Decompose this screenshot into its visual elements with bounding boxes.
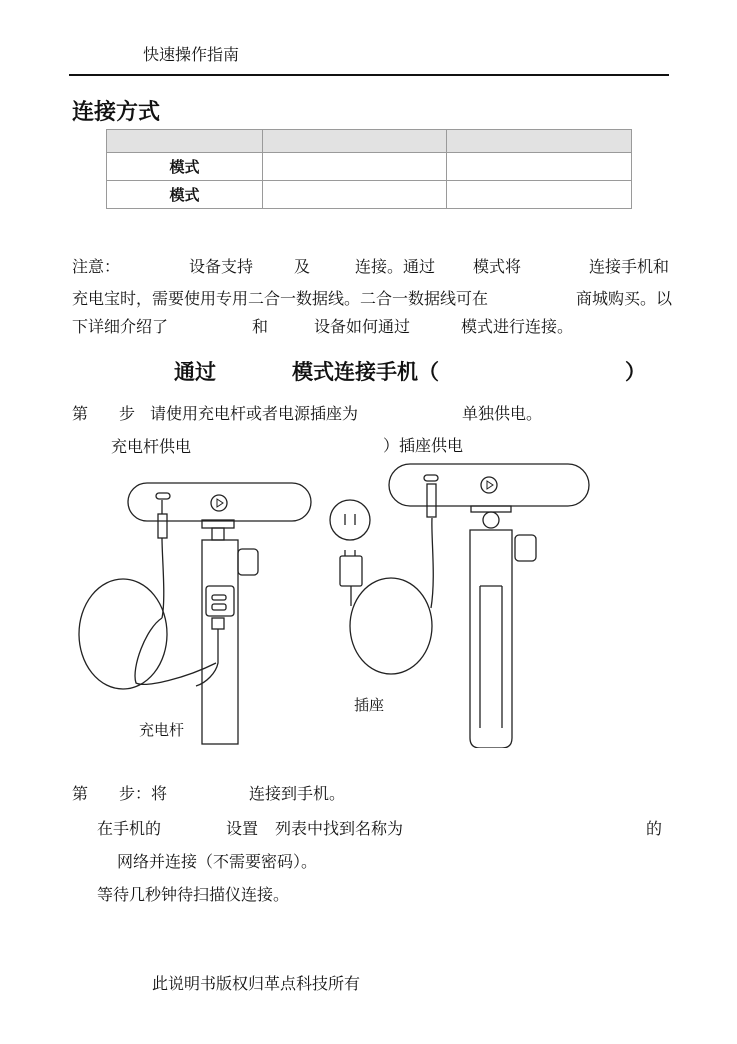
pole-knob [238, 549, 258, 575]
table-cell [447, 153, 632, 181]
subtitle-part: ） [625, 360, 646, 384]
cable-plug [158, 514, 167, 538]
power-button-icon [211, 495, 227, 511]
table-row-label: 模式 [107, 153, 263, 181]
note-text: 设备支持 [189, 257, 254, 276]
tripod-knob [515, 535, 536, 561]
step-text: 设置 [226, 819, 259, 838]
step-label: 步 [119, 404, 136, 423]
subtitle-part: 通过 [174, 360, 216, 384]
scanner-device-left [128, 483, 311, 521]
table-header-row [107, 130, 632, 153]
table-header-cell [263, 130, 447, 153]
note-text: 设备如何通过 [314, 317, 411, 336]
ball-head [483, 512, 499, 528]
note-text: 模式进行连接。 [461, 317, 574, 336]
note-text: 模式将 [473, 257, 522, 276]
table-cell [447, 181, 632, 209]
step-label: 第 [72, 404, 89, 423]
socket-label: 插座 [354, 696, 385, 714]
footer-copyright: 此说明书版权归革点科技所有 [152, 974, 361, 993]
coiled-cable [79, 579, 167, 689]
table-header-cell [447, 130, 632, 153]
connection-table [106, 129, 632, 209]
cable [431, 518, 433, 608]
scanner-device-right [389, 464, 589, 506]
note-text: 及 [294, 257, 311, 276]
usb-port-icon [156, 493, 170, 499]
mount-neck [212, 528, 224, 540]
table-row [107, 153, 632, 181]
step-text: 单独供电。 [462, 404, 543, 423]
subtitle-part: 模式连接手机（ [292, 360, 439, 384]
coiled-cable [350, 578, 432, 674]
table-cell [263, 153, 447, 181]
note-text: 商城购买。以 [576, 289, 673, 308]
cable-plug [427, 484, 436, 517]
table-row [107, 181, 632, 209]
power-adapter [340, 556, 362, 586]
note-text: 和 [252, 317, 269, 336]
step-text: 等待几秒钟待扫描仪连接。 [97, 885, 290, 904]
step-text: 的 [646, 819, 663, 838]
pole-port-panel [206, 586, 234, 616]
table-cell [263, 181, 447, 209]
connection-diagram [76, 458, 608, 748]
usb-port-icon [424, 475, 438, 481]
cable [135, 618, 216, 684]
power-socket-icon [330, 500, 370, 540]
power-option-socket: ）插座供电 [383, 436, 464, 455]
header-divider [69, 74, 669, 76]
table-row-label: 模式 [107, 181, 263, 209]
note-text: 连接手机和 [589, 257, 670, 276]
pole-label: 充电杆 [139, 721, 185, 739]
charging-pole [202, 540, 238, 744]
power-option-pole: 充电杆供电 [111, 437, 192, 456]
step-label: 第 [72, 784, 89, 803]
step-text: 请使用充电杆或者电源插座为 [150, 404, 359, 423]
mount-plate [471, 506, 511, 512]
tripod-stand [470, 530, 512, 748]
note-text: 下详细介绍了 [72, 317, 169, 336]
note-text: 充电宝时，需要使用专用二合一数据线。二合一数据线可在 [72, 289, 489, 308]
section-title: 连接方式 [72, 100, 161, 125]
table-header-cell [107, 130, 263, 153]
step-text: 网络并连接（不需要密码）。 [117, 852, 318, 871]
step-label: 步：将 [119, 784, 168, 803]
usb-plug [212, 618, 224, 629]
note-text: 连接。通过 [355, 257, 436, 276]
power-button-icon [481, 477, 497, 493]
note-label: 注意： [72, 257, 121, 276]
page-header-title: 快速操作指南 [143, 45, 240, 64]
step-text: 在手机的 [97, 819, 162, 838]
step-text: 连接到手机。 [249, 784, 346, 803]
step-text: 列表中找到名称为 [275, 819, 404, 838]
